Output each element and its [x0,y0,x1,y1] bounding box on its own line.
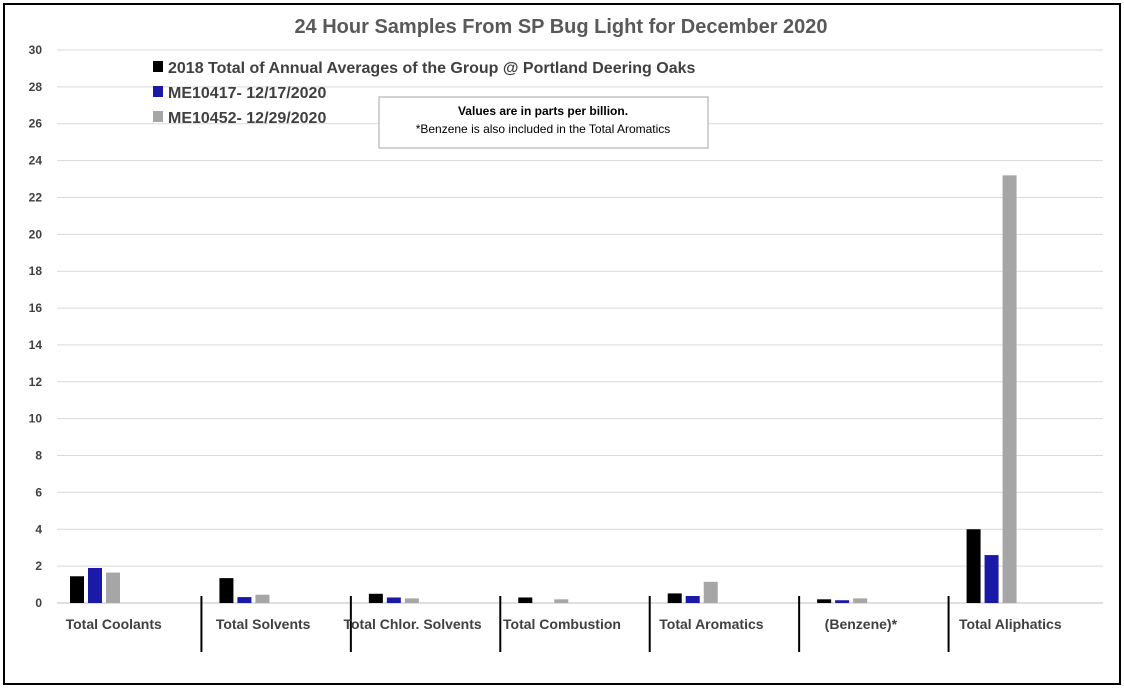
bar [369,594,383,603]
y-axis-ticks [29,43,43,610]
x-tick-label: Total Aromatics [659,616,764,632]
y-tick-label: 6 [35,485,42,500]
y-tick-label: 16 [28,301,42,316]
bar [853,598,867,603]
y-tick-label: 0 [35,596,42,610]
legend-label: ME10452- 12/29/2020 [168,110,327,127]
bar [1003,175,1017,603]
bar [70,576,84,603]
bar [967,529,981,603]
bar [237,597,251,603]
legend-swatch [153,61,163,72]
y-tick-label: 4 [35,522,42,537]
bar [219,578,233,603]
bar [255,595,269,603]
legend-label: 2018 Total of Annual Averages of the Group @ Portland Deering Oaks [168,60,696,77]
x-tick-label: (Benzene)* [824,616,898,632]
x-tick-label: Total Chlor. Solvents [343,616,482,632]
bar [554,599,568,603]
y-tick-label: 28 [28,79,42,94]
units-note-text: *Benzene is also included in the Total Aromatics [415,122,671,136]
bar [817,599,831,603]
x-axis-ticks [66,616,1062,632]
bar [704,582,718,603]
bar [668,593,682,603]
legend-label: ME10417- 12/17/2020 [168,85,327,102]
bar [985,555,999,603]
y-tick-label: 2 [35,559,42,574]
y-tick-label: 20 [28,227,42,242]
x-tick-label: Total Combustion [503,616,621,632]
y-tick-label: 30 [28,43,42,57]
legend-swatch [153,111,163,122]
y-tick-label: 10 [28,411,42,426]
y-tick-label: 26 [28,116,42,131]
y-tick-label: 22 [28,190,42,205]
x-tick-label: Total Aliphatics [958,616,1062,632]
bar [835,600,849,603]
bar [106,573,120,603]
y-tick-label: 24 [28,153,42,168]
units-note-title: Values are in parts per billion. [457,104,629,118]
bar [88,568,102,603]
x-tick-label: Total Solvents [215,616,311,632]
chart-title: 24 Hour Samples From SP Bug Light for December 2020 [294,16,828,38]
y-tick-label: 18 [28,264,42,279]
bar [518,597,532,603]
y-tick-label: 12 [28,374,42,389]
bars [70,175,1017,603]
y-tick-label: 14 [28,337,42,352]
bar [387,597,401,603]
units-note-box [379,97,708,148]
x-tick-label: Total Coolants [65,616,162,632]
bar [405,598,419,603]
y-tick-label: 8 [35,448,42,463]
legend-swatch [153,86,163,97]
bar [686,596,700,603]
